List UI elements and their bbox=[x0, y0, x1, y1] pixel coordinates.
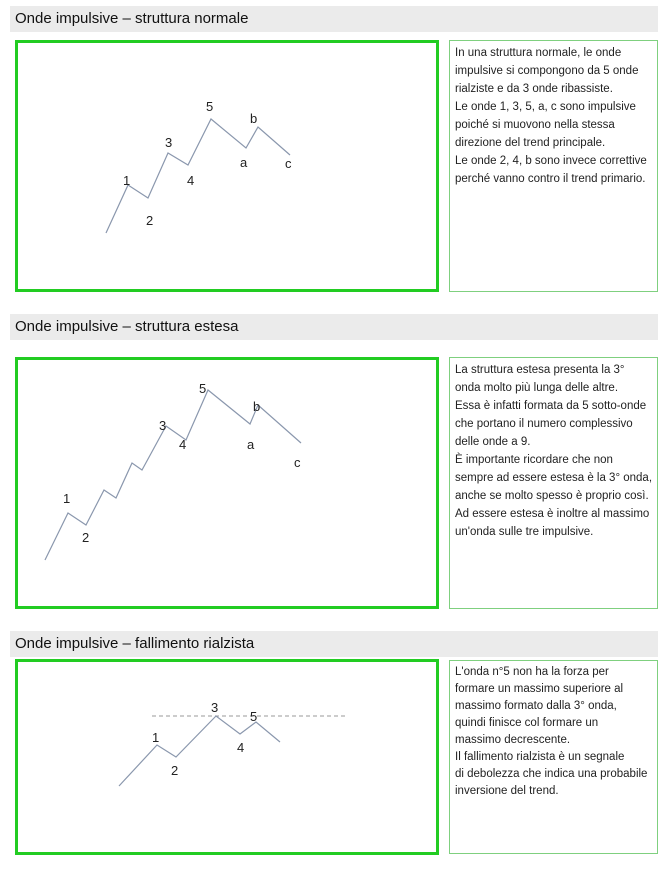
wave-label: 1 bbox=[152, 730, 160, 745]
description-line: Le onde 1, 3, 5, a, c sono impulsive bbox=[455, 101, 636, 113]
description-line: onda molto più lunga delle altre. bbox=[455, 382, 619, 394]
wave-svg bbox=[18, 43, 436, 289]
description-line: massimo decrescente. bbox=[455, 734, 571, 746]
description-line: La struttura estesa presenta la 3° bbox=[455, 364, 625, 376]
wave-label: 5 bbox=[206, 99, 214, 114]
wave-label: b bbox=[253, 399, 261, 414]
wave-label: 3 bbox=[165, 135, 173, 150]
section-header-failure bbox=[10, 631, 658, 657]
wave-diagram-extended bbox=[15, 357, 439, 609]
description-line: che portano il numero complessivo bbox=[455, 418, 633, 430]
description-line: massimo formato dalla 3° onda, bbox=[455, 700, 617, 712]
description-line: Le onde 2, 4, b sono invece correttive bbox=[455, 155, 647, 167]
description-line: In una struttura normale, le onde bbox=[455, 47, 622, 59]
description-line: formare un massimo superiore al bbox=[455, 683, 624, 695]
description-line: di debolezza che indica una probabile bbox=[455, 768, 648, 780]
description-line: Ad essere estesa è inoltre al massimo bbox=[455, 508, 650, 520]
wave-label: 2 bbox=[171, 763, 179, 778]
wave-line bbox=[106, 119, 290, 233]
description-normal bbox=[449, 40, 658, 292]
wave-label: 4 bbox=[237, 740, 245, 755]
wave-label: c bbox=[294, 455, 301, 470]
wave-label: 1 bbox=[123, 173, 131, 188]
description-line: perché vanno contro il trend primario. bbox=[455, 173, 646, 185]
section-header-normal bbox=[10, 6, 658, 32]
section-title: Onde impulsive – struttura normale bbox=[15, 10, 249, 27]
wave-label: 4 bbox=[187, 173, 195, 188]
description-line: sempre ad essere estesa è la 3° onda, bbox=[455, 472, 653, 484]
wave-line bbox=[119, 716, 280, 786]
description-line: un'onda sulle tre impulsive. bbox=[455, 526, 594, 538]
wave-label: 3 bbox=[159, 418, 167, 433]
description-failure bbox=[449, 660, 658, 854]
description-extended bbox=[449, 357, 658, 609]
wave-label: c bbox=[285, 156, 292, 171]
wave-label: 2 bbox=[146, 213, 154, 228]
description-line: poiché si muovono nella stessa bbox=[455, 119, 615, 131]
wave-diagram-failure bbox=[15, 659, 439, 855]
wave-label: a bbox=[247, 437, 255, 452]
wave-label: 5 bbox=[199, 381, 207, 396]
wave-label: 5 bbox=[250, 709, 258, 724]
description-line: rialziste e da 3 onde ribassiste. bbox=[455, 83, 613, 95]
description-line: quindi finisce col formare un bbox=[455, 717, 599, 729]
wave-label: a bbox=[240, 155, 248, 170]
description-line: L'onda n°5 non ha la forza per bbox=[455, 666, 609, 678]
section-title: Onde impulsive – struttura estesa bbox=[15, 318, 239, 335]
wave-label: 2 bbox=[82, 530, 90, 545]
wave-label: b bbox=[250, 111, 258, 126]
wave-label: 3 bbox=[211, 700, 219, 715]
wave-diagram-normal bbox=[15, 40, 439, 292]
description-line: direzione del trend principale. bbox=[455, 137, 606, 149]
description-line: È importante ricordare che non bbox=[455, 454, 613, 466]
description-line: inversione del trend. bbox=[455, 785, 559, 797]
description-line: impulsive si compongono da 5 onde bbox=[455, 65, 639, 77]
wave-svg bbox=[18, 662, 436, 852]
wave-svg bbox=[18, 360, 436, 606]
wave-label: 4 bbox=[179, 437, 187, 452]
description-line: Il fallimento rialzista è un segnale bbox=[455, 751, 625, 763]
description-line: Essa è infatti formata da 5 sotto-onde bbox=[455, 400, 647, 412]
section-header-extended bbox=[10, 314, 658, 340]
description-line: anche se molto spesso è proprio così. bbox=[455, 490, 649, 502]
wave-label: 1 bbox=[63, 491, 71, 506]
description-line: delle onde a 9. bbox=[455, 436, 531, 448]
section-title: Onde impulsive – fallimento rialzista bbox=[15, 635, 255, 652]
